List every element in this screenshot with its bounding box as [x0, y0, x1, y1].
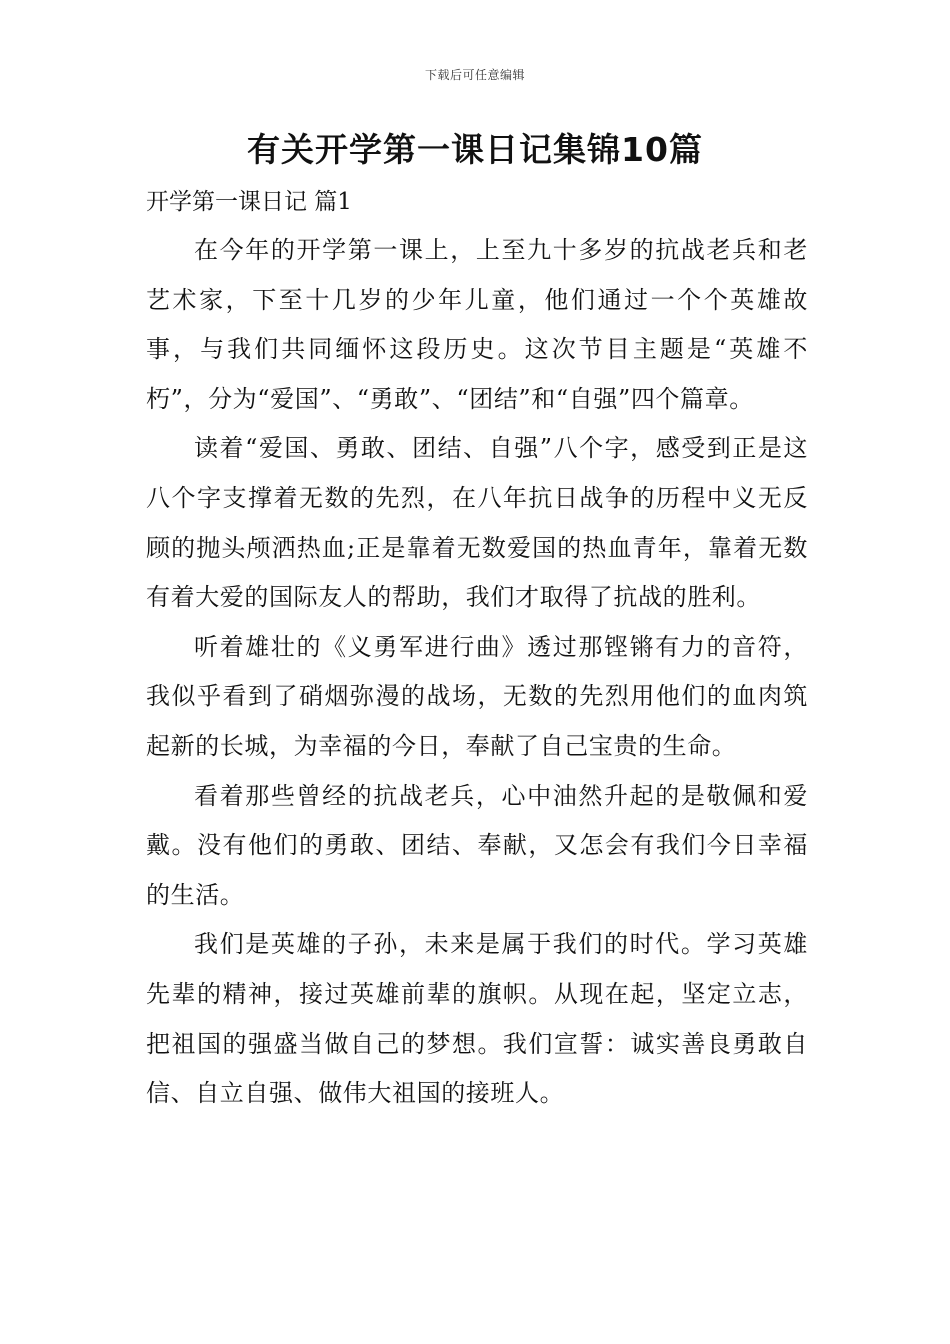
body-text: [146, 226, 808, 1119]
paragraph-4: 看着那些曾经的抗战老兵，心中油然升起的是敬佩和爱戴。没有他们的勇敢、团结、奉献，又怎会有我们今日幸福的生活。: [146, 781, 808, 909]
paragraph-5: 我们是英雄的子孙，未来是属于我们的时代。学习英雄先辈的精神，接过英雄前辈的旗帜。从现在起，坚定立志，把祖国的强盛当做自己的梦想。我们宣誓：诚实善良勇敢自信、自立自强、做伟大祖国的接班人。: [146, 930, 808, 1108]
section-heading: 开学第一课日记 篇1: [146, 189, 352, 215]
paragraph-3: 听着雄壮的《义勇军进行曲》透过那铿锵有力的音符，我似乎看到了硝烟弥漫的战场，无数的先烈用他们的血肉筑起新的长城，为幸福的今日，奉献了自己宝贵的生命。: [146, 632, 808, 760]
header-note: 下载后可任意编辑: [424, 68, 525, 82]
paragraph-2: 读着“爱国、勇敢、团结、自强”八个字，感受到正是这八个字支撑着无数的先烈，在八年抗日战争的历程中义无反顾的抛头颅洒热血;正是靠着无数爱国的热血青年，靠着无数有着大爱的国际友人的帮助，我们才取得了抗战的胜利。: [146, 434, 808, 612]
document-title: 有关开学第一课日记集锦10篇: [247, 130, 703, 169]
paragraph-1: 在今年的开学第一课上，上至九十多岁的抗战老兵和老艺术家，下至十几岁的少年儿童，他们通过一个个英雄故事，与我们共同缅怀这段历史。这次节目主题是“英雄不朽”，分为“爱国”、“勇敢”、“团结”和“自强”四个篇章。: [146, 236, 808, 413]
